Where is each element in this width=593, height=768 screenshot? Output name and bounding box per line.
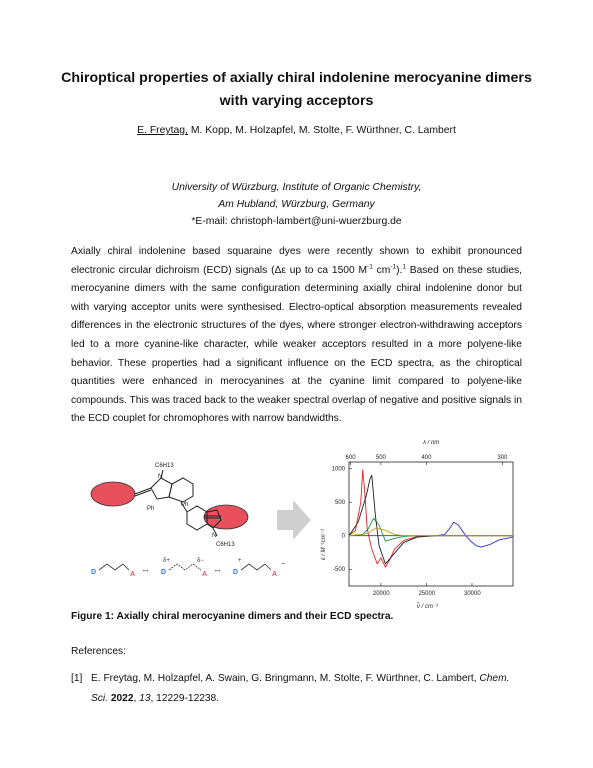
delta-minus: δ− (197, 558, 204, 564)
abstract-sup-1: -1 (367, 263, 373, 271)
resonance-arrow-1: ↔ (141, 564, 150, 574)
phenyl-label-2: Ph (181, 502, 189, 508)
abstract-text-1: Axially chiral indolenine based squaraine dyes were recently shown to exhibit pronounced electronic circular dichroism (ECD) signals (Δε up to ca 1500 M (71, 246, 522, 276)
top-axis-label: λ / nm (423, 440, 440, 446)
x-tick-label: 25000 (418, 591, 436, 597)
hexyl-label-top: C6H13 (155, 463, 174, 469)
paper-title (40, 67, 553, 113)
abstract-paragraph (71, 243, 522, 429)
donor-label-3: D (233, 569, 239, 576)
charge-minus: − (281, 561, 286, 568)
series-line-4 (349, 475, 513, 564)
x-tick-label: 30000 (464, 591, 481, 597)
delta-plus: δ+ (163, 558, 170, 564)
x-tick-label: 20000 (372, 591, 390, 597)
author-list (20, 125, 573, 136)
donor-label-1: D (91, 569, 97, 576)
title-line-1: Chiroptical properties of axially chiral indolenine merocyanine dimers (61, 70, 532, 86)
top-tick-label: 300 (497, 455, 508, 461)
hexyl-label-bottom: C6H13 (216, 542, 235, 548)
transition-arrow (277, 500, 311, 540)
acceptor-label-3: A (272, 571, 278, 578)
affiliation (20, 179, 573, 230)
presenting-author: E. Freytag, (137, 125, 188, 136)
top-tick-label: 600 (345, 455, 356, 461)
series-layer (349, 470, 513, 567)
resonance-structures (91, 558, 285, 578)
molecule-structure (91, 463, 248, 548)
citation-ref-1: 1 (402, 263, 406, 271)
reference-body: E. Freytag, M. Holzapfel, A. Swain, G. Bringmann, M. Stolte, F. Würthner, C. Lambert, Chem. Sci. 2022, 13, 12229-12238. (91, 673, 510, 704)
nitrogen-label-bottom: N (212, 532, 217, 539)
co-authors: M. Kopp, M. Holzapfel, M. Stolte, F. Würthner, C. Lambert (187, 125, 456, 136)
references-heading: References: (71, 646, 126, 657)
figure-caption: Figure 1: Axially chiral merocyanine dimers and their ECD spectra. (71, 611, 394, 622)
acceptor-blob-right (204, 505, 248, 529)
reference-1 (71, 669, 526, 709)
x-axis-label: ν̃ / cm⁻¹ (417, 604, 439, 610)
ecd-chart (321, 440, 513, 610)
donor-label-2: D (161, 569, 167, 576)
reference-volume: 13 (139, 693, 151, 704)
figure-1 (71, 440, 522, 610)
series-line-2 (349, 522, 513, 547)
charge-plus: + (238, 558, 242, 564)
abstract-text-3: ). (396, 264, 403, 276)
y-tick-label: -500 (332, 567, 345, 574)
y-tick-label: 1000 (331, 466, 345, 473)
nitrogen-label-top: N (158, 473, 163, 480)
top-tick-label: 400 (421, 455, 432, 461)
reference-authors: E. Freytag, M. Holzapfel, A. Swain, G. Bringmann, M. Stolte, F. Würthner, C. Lambert, (91, 673, 480, 684)
affiliation-line-2: Am Hubland, Würzburg, Germany (218, 199, 375, 210)
top-tick-label: 500 (375, 455, 386, 461)
affiliation-line-1: University of Würzburg, Institute of Organic Chemistry, (171, 182, 422, 193)
reference-number: [1] (71, 673, 83, 684)
acceptor-label-1: A (130, 571, 136, 578)
series-line-5 (349, 528, 513, 536)
abstract-text-4: Based on these studies, merocyanine dimers with the same configuration determining axially chiral indolenine donor but with varying acceptor units were synthesised. Electro-optical absorption measurements revealed differences in the electronic structures of the dyes, where stronger electron-withdrawing acceptors led to a more cyanine-like character, while weaker acceptors resulted in a more polyene-like behavior. These properties had a significant influence on the ECD spectra, as the chiroptical quantities were enhanced in merocyanines at the cyanine limit compared to polyene-like compounds. This was traced back to the weaker spectral overlap of negative and positive signals in the ECD couplet for chromophores with narrow bandwidths. (71, 264, 522, 425)
plot-frame (349, 462, 513, 586)
y-axis-label: ε / M⁻¹cm⁻¹ (321, 529, 327, 560)
title-line-2: with varying acceptors (219, 93, 374, 109)
contact-email: *E-mail: christoph-lambert@uni-wuerzburg.de (191, 216, 402, 227)
reference-year: 2022 (110, 693, 134, 704)
reference-pages: , 12229-12238. (150, 693, 220, 704)
acceptor-label-2: A (202, 571, 208, 578)
reference-journal: Chem. Sci. (91, 673, 510, 704)
phenyl-label-1: Ph (147, 506, 155, 512)
abstract-text-2: cm (372, 264, 391, 276)
resonance-arrow-2: ↔ (213, 564, 222, 574)
ticks-layer (332, 455, 508, 597)
acceptor-blob-left (91, 482, 135, 506)
y-tick-label: 0 (341, 533, 345, 540)
abstract-sup-2: -1 (390, 263, 397, 271)
y-tick-label: 500 (334, 500, 345, 507)
